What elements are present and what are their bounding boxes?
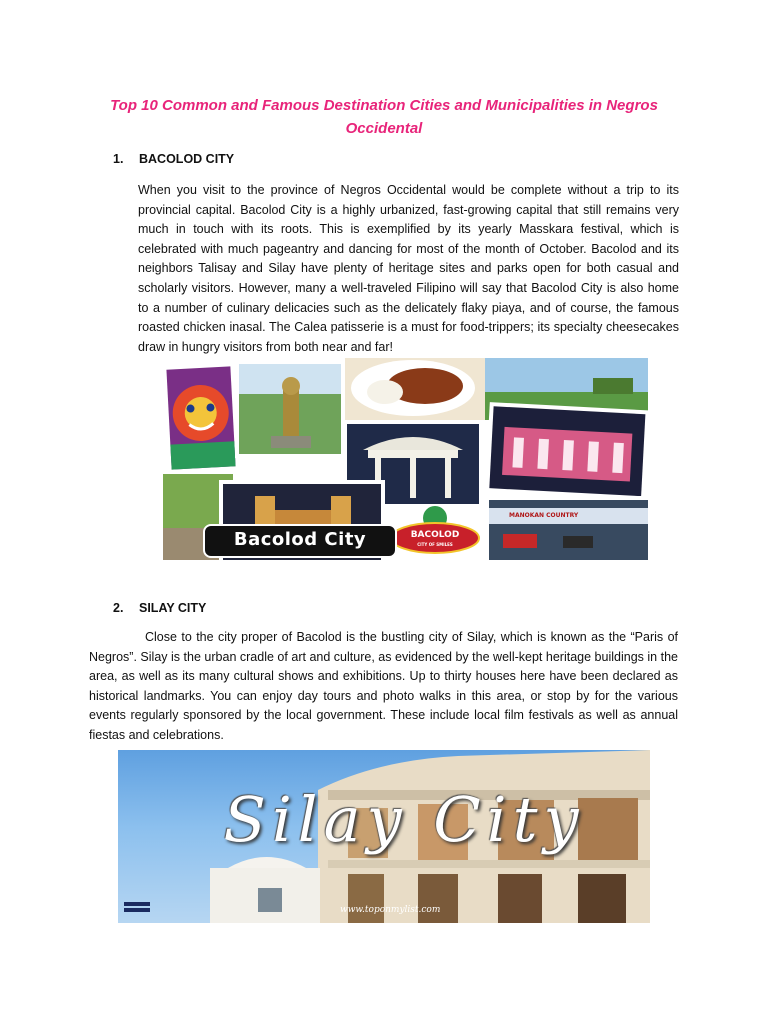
silay-city-image <box>118 750 650 923</box>
section-title: SILAY CITY <box>139 601 207 615</box>
bacolod-badge-text: BACOLOD <box>410 530 460 540</box>
section-heading-bacolod <box>113 152 234 166</box>
bacolod-collage-image <box>163 358 648 560</box>
silay-caption: Silay City <box>223 783 585 856</box>
section-heading-silay <box>113 601 206 615</box>
section-paragraph-silay: Close to the city proper of Bacolod is the bustling city of Silay, which is known as the “Paris of Negros”. Silay is the urban cradle of art and culture, as evidenced by the well-kept heritage buildings in the area, as well as its many cultural shows and exhibitions. Up to thirty houses here have been declared as historical landmarks. You can enjoy day tours and photo walks in this area, or stop by for the various events regularly sponsored by the local government. These include local film festivals as well as annual fiestas and celebrations. <box>89 630 678 742</box>
section-title: BACOLOD CITY <box>139 152 235 166</box>
bacolod-badge-subtext: CITY OF SMILES <box>417 542 453 547</box>
section-number: 2. <box>113 601 124 615</box>
street-sign-text: MANOKAN COUNTRY <box>509 512 579 519</box>
collage-caption-banner: Bacolod City <box>203 524 397 558</box>
section-paragraph-bacolod: When you visit to the province of Negros Occidental would be complete without a trip to its provincial capital. Bacolod City is a highly urbanized, fast-growing capital that still remains very much in touch with its roots. This is exemplified by its yearly Masskara festival, which is celebrated with much pageantry and dancing for most of the month of October. Bacolod and its neighbors Talisay and Silay have plenty of heritage sites and parks open for both casual and scholarly visitors. However, many a well-traveled Filipino will say that Bacolod City is also home to a number of culinary delicacies such as the delicately flaky piaya, and of course, the famous roasted chicken inasal. The Calea patisserie is a must for food-trippers; its specialty cheesecakes draw in hungry visitors from both near and far! <box>138 183 679 354</box>
document-title: Top 10 Common and Famous Destination Cities and Municipalities in Negros Occidental <box>110 97 658 137</box>
section-number: 1. <box>113 152 124 166</box>
silay-watermark: www.toponmylist.com <box>340 905 441 915</box>
